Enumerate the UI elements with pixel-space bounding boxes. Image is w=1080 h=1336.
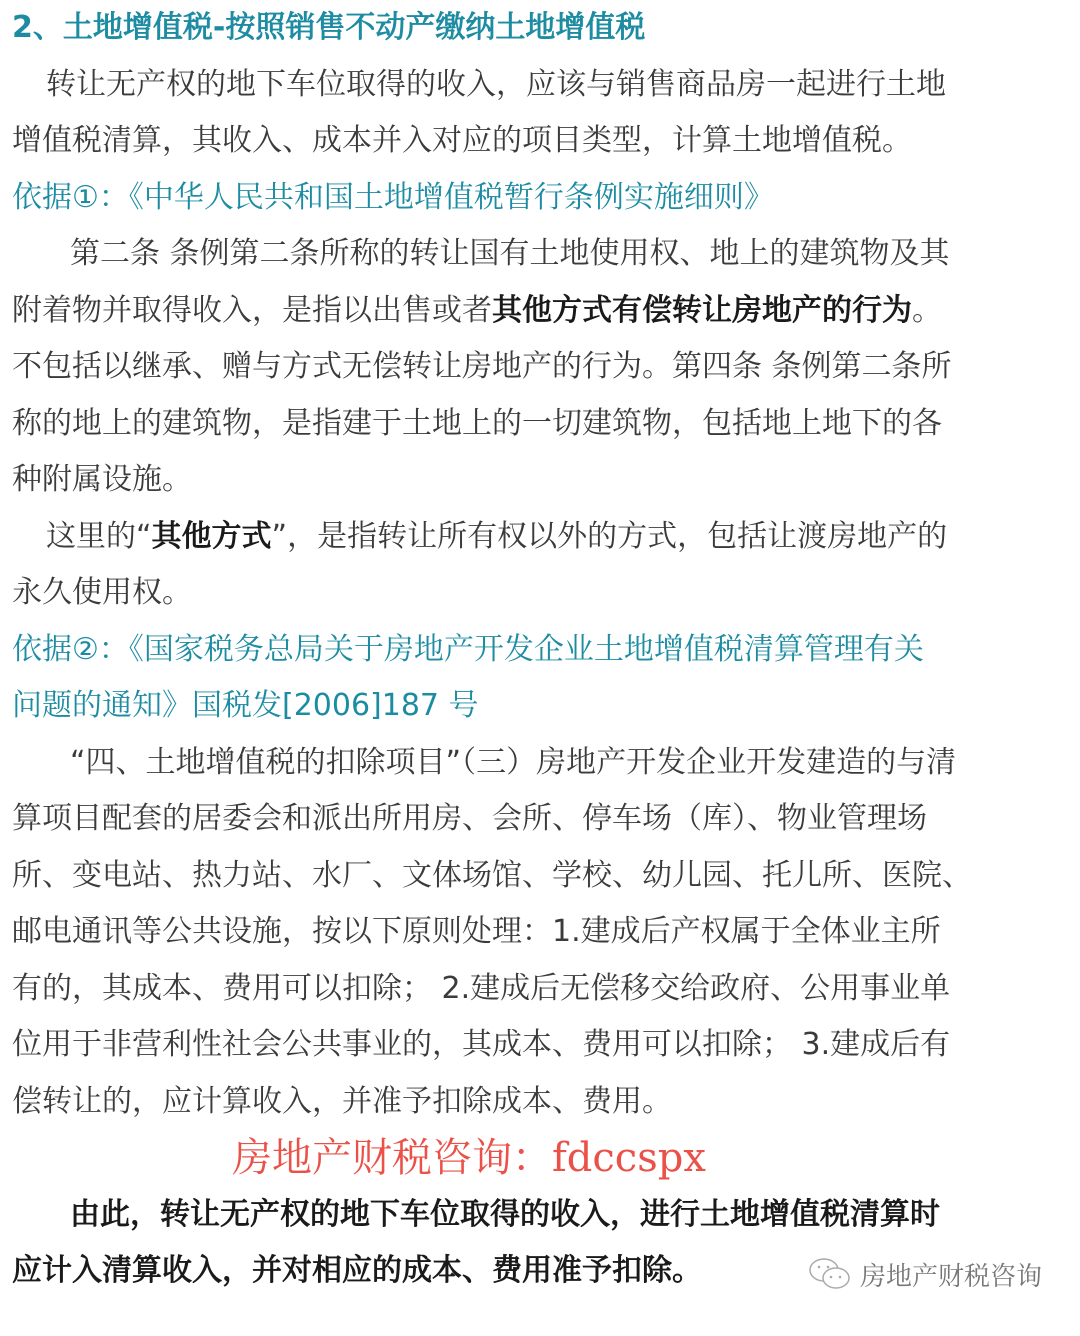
brand-name: 房地产财税咨询 <box>860 1261 1043 1292</box>
document <box>12 0 1074 1300</box>
conclusion-line: 由此，转让无产权的地下车位取得的收入，进行土地增值税清算时 <box>70 1196 940 1232</box>
basis-2-title: 问题的通知》国税发[2006]187 号 <box>12 688 479 723</box>
section-heading: 2、土地增值税-按照销售不动产缴纳土地增值税 <box>12 10 646 45</box>
basis-1-title: 依据①：《中华人民共和国土地增值税暂行条例实施细则》 <box>12 179 774 215</box>
paragraph-line: 偿转让的，应计算收入，并准予扣除成本、费用。 <box>12 1083 672 1119</box>
basis-2-title: 依据②：《国家税务总局关于房地产开发企业土地增值税清算管理有关 <box>12 631 924 667</box>
paragraph-line: 增值税清算，其收入、成本并入对应的项目类型，计算土地增值税。 <box>12 123 912 158</box>
paragraph-line: 称的地上的建筑物，是指建于土地上的一切建筑物，包括地上地下的各 <box>12 405 942 441</box>
text: 附着物并取得收入，是指以出售或者 <box>12 292 492 328</box>
paragraph-line: 第二条 条例第二条所称的转让国有土地使用权、地上的建筑物及其 <box>70 236 950 271</box>
paragraph-line <box>12 509 1074 566</box>
paragraph-line: 种附属设施。 <box>12 462 192 497</box>
paragraph-line: 转让无产权的地下车位取得的收入，应该与销售商品房一起进行土地 <box>46 66 946 102</box>
paragraph-line: “四、土地增值税的扣除项目”（三）房地产开发企业开发建造的与清 <box>70 744 957 780</box>
paragraph-line: 不包括以继承、赠与方式无偿转让房地产的行为。第四条 条例第二条所 <box>12 349 952 384</box>
paragraph-line <box>12 283 1074 340</box>
paragraph-line: 邮电通讯等公共设施，按以下原则处理：1.建成后产权属于全体业主所 <box>12 914 941 949</box>
paragraph-line: 算项目配套的居委会和派出所用房、会所、停车场（库）、物业管理场 <box>12 801 927 836</box>
bold-text: 其他方式 <box>151 518 272 554</box>
text: ”，是指转让所有权以外的方式，包括让渡房地产的 <box>271 518 948 554</box>
text: 这里的“ <box>46 518 152 554</box>
watermark: 房地产财税咨询：fdccspx <box>232 1135 706 1181</box>
paragraph-line: 有的，其成本、费用可以扣除； 2.建成后无偿移交给政府、公用事业单 <box>12 970 951 1006</box>
wechat-icon <box>808 1256 852 1292</box>
paragraph-line: 位用于非营利性社会公共事业的，其成本、费用可以扣除； 3.建成后有 <box>12 1027 951 1062</box>
bold-text: 其他方式有偿转让房地产的行为 <box>492 292 912 328</box>
spacer <box>12 1130 1074 1187</box>
paragraph-line: 永久使用权。 <box>12 575 192 610</box>
conclusion-line: 应计入清算收入，并对相应的成本、费用准予扣除。 <box>12 1253 702 1288</box>
paragraph-line: 所、变电站、热力站、水厂、文体场馆、学校、幼儿园、托儿所、医院、 <box>12 857 972 893</box>
brand-signature <box>808 1254 1042 1294</box>
text: 。 <box>912 292 942 328</box>
